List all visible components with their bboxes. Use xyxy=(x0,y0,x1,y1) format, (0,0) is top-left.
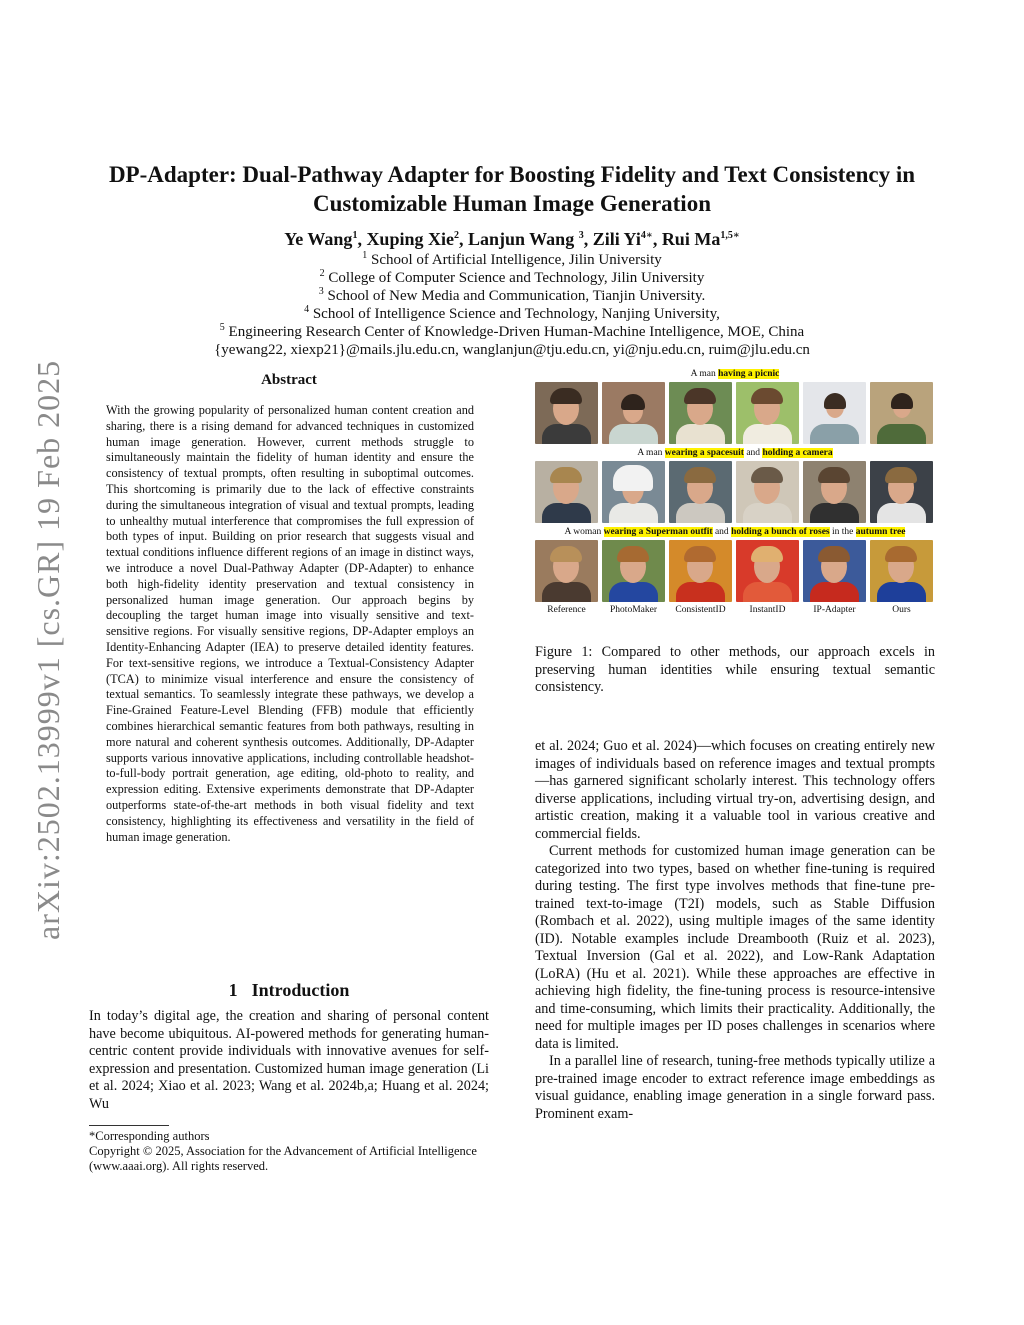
prompt-highlight: wearing a spacesuit xyxy=(664,448,744,458)
affiliation-text: Engineering Research Center of Knowledge-Driven Human-Machine Intelligence, MOE, China xyxy=(228,324,805,340)
figure-1 xyxy=(535,368,935,615)
prompt-text: A man xyxy=(690,369,719,379)
prompt-highlight: holding a bunch of roses xyxy=(731,527,830,537)
prompt-highlight: holding a camera xyxy=(762,448,833,458)
consistentid-photo xyxy=(669,540,732,602)
paragraph: Current methods for customized human image generation can be categorized into two types, based on whether fine-tuning is required during testing. The first type involves methods that fine-tune pre-trained text-to-image (T2I) models, such as Stable Diffusion (Rombach et al. 2022), using multiple images of the same identity (ID). Notable examples include Dreambooth (Ruiz et al. 2023), Textual Inversion (Gal et al. 2022), and Low-Rank Adaptation (LoRA) (Hu et al. 2021). While these approaches are effective in achieving high fidelity, the fine-tuning process is resource-intensive and time-consuming, which limits their practicality. Additionally, the need for multiple images per ID poses challenges in scenarios where data is limited. xyxy=(535,843,935,1052)
photomaker-photo xyxy=(602,540,665,602)
prompt-text: and xyxy=(743,448,763,458)
instantid-photo xyxy=(736,461,799,523)
consistentid-photo xyxy=(669,461,732,523)
affiliation-mark: 4 xyxy=(304,304,310,315)
image-row xyxy=(535,461,935,523)
author-mark: 4∗ xyxy=(640,230,653,241)
abstract-heading: Abstract xyxy=(261,372,317,388)
instantid-photo xyxy=(736,382,799,444)
ours-photo xyxy=(870,540,933,602)
method-label: Ours xyxy=(892,605,911,615)
author-mark: 1 xyxy=(352,230,358,241)
affiliation-text: College of Computer Science and Technology, Jilin University xyxy=(328,270,705,286)
affiliation-text: School of New Media and Communication, Tianjin University. xyxy=(327,288,706,304)
abstract-body: With the growing popularity of personalized human content creation and sharing, there is a rising demand for advanced techniques in customized human image generation. However, current methods struggle to simultaneously maintain the fidelity of human identity and ensure the consistency of textual prompts, often resulting in suboptimal outcomes. This shortcoming is primarily due to the lack of effective constraints during the simultaneous integration of visual and textual prompts, leading to unhealthy mutual interference that compromises the full expression of both types of input. Building on prior research that suggests visual and textual conditions influence different regions of an image in distinct ways, we introduce a novel Dual-Pathway Adapter (DP-Adapter) to enhance both high-fidelity identity preservation and textual consistency in personalized human image generation. Our approach begins by decoupling the target human image into visually sensitive and text-sensitive regions. For visually sensitive regions, DP-Adapter employs an Identity-Enhancing Adapter (IEA) to preserve detailed identity features. For text-sensitive regions, we introduce a Textual-Consistency Adapter (TCA) to minimize visual interference and ensure the consistency of textual semantics. To seamlessly integrate these pathways, we develop a Fine-Grained Feature-Level Blending (FFB) module that efficiently combines hierarchical semantic features from both pathways, resulting in more natural and coherent synthesis outcomes. Additionally, DP-Adapter supports various innovative applications, including controllable headshot-to-full-body portrait generation, age editing, old-photo to reality, and expression editing. Extensive experiments demonstrate that DP-Adapter outperforms state-of-the-art methods in both visual fidelity and text consistency, highlighting its effectiveness and versatility in the field of human image generation. xyxy=(106,403,474,844)
image-row xyxy=(535,382,935,444)
author-emails[interactable]: {yewang22, xiexp21}@mails.jlu.edu.cn, wanglanjun@tju.edu.cn, yi@nju.edu.cn, ruim@jlu.edu.cn xyxy=(214,342,810,358)
introduction-paragraph: In today’s digital age, the creation and sharing of personal content have become ubiquitous. AI-powered methods for generating human-centric content provide individuals with innovative avenues for self-expression and presentation. Customized human image generation (Li et al. 2024; Xiao et al. 2023; Wang et al. 2024b,a; Huang et al. 2024; Wu xyxy=(89,1008,489,1112)
figure-prompt xyxy=(535,447,935,459)
ours-photo xyxy=(870,382,933,444)
prompt-text: and xyxy=(712,527,732,537)
author-mark: 2 xyxy=(453,230,459,241)
author-name: Zili Yi xyxy=(592,229,641,249)
prompt-highlight: autumn tree xyxy=(855,527,906,537)
author-list: Ye Wang$^1$, Xuping Xie$^2$, Lanjun Wang $^3$, Zili $Yi^{4∗}$, Rui $Ma^{1,5∗}$ xyxy=(284,229,740,249)
image-row xyxy=(535,540,935,602)
affiliation-text: School of Artificial Intelligence, Jilin University xyxy=(370,252,662,268)
photomaker-photo xyxy=(602,461,665,523)
affiliation-mark: 1 xyxy=(362,250,368,261)
affiliation-line xyxy=(70,269,954,287)
arxiv-identifier: arXiv:2502.13999v1 [cs.GR] 19 Feb 2025 xyxy=(30,359,66,940)
reference-photo xyxy=(535,540,598,602)
method-label: IP-Adapter xyxy=(813,605,856,615)
title-line-2: Customizable Human Image Generation xyxy=(312,191,711,216)
footnote xyxy=(89,1129,489,1174)
affiliations xyxy=(70,251,954,359)
prompt-text: A man xyxy=(637,448,665,458)
figure-caption: Figure 1: Compared to other methods, our approach excels in preserving human identities while ensuring textual semantic consistency. xyxy=(535,644,935,695)
ipadapter-photo xyxy=(803,382,866,444)
affiliation-line xyxy=(70,323,954,341)
affiliation-mark: 2 xyxy=(319,268,325,279)
prompt-text: in the xyxy=(829,527,856,537)
affiliation-line xyxy=(70,251,954,269)
author-name: Lanjun Wang xyxy=(467,229,575,249)
affiliation-mark: 3 xyxy=(318,286,324,297)
method-label: PhotoMaker xyxy=(610,605,657,615)
ours-photo xyxy=(870,461,933,523)
paragraph: et al. 2024; Guo et al. 2024)—which focuses on creating entirely new images of individuals based on reference images and textual prompts—has garnered significant scholarly interest. This technology offers diverse applications, including virtual try-on, advertising design, and artistic creation, making it a valuable tool in various creative and commercial fields. xyxy=(535,738,935,842)
figure-prompt xyxy=(535,526,935,538)
affiliation-line xyxy=(70,287,954,305)
footnote-copyright: Copyright © 2025, Association for the Advancement of Artificial Intelligence (www.aaai.org). All rights reserved. xyxy=(89,1144,477,1173)
ipadapter-photo xyxy=(803,540,866,602)
figure-prompt xyxy=(535,368,935,380)
author-mark: 1,5∗ xyxy=(720,230,740,241)
footnote-corresponding: *Corresponding authors xyxy=(89,1129,210,1143)
prompt-highlight: having a picnic xyxy=(718,369,780,379)
photomaker-photo xyxy=(602,382,665,444)
footnote-rule xyxy=(89,1125,169,1126)
reference-photo xyxy=(535,382,598,444)
title-line-1: DP-Adapter: Dual-Pathway Adapter for Boosting Fidelity and Text Consistency in xyxy=(108,162,916,187)
paragraph: In a parallel line of research, tuning-free methods typically utilize a pre-trained image encoder to extract reference image embeddings as visual guidance, enabling image generation in a single forward pass. Prominent exam- xyxy=(535,1053,935,1122)
affiliation-line xyxy=(70,305,954,323)
section-number: 1 xyxy=(228,980,238,1000)
prompt-text: A woman xyxy=(564,527,604,537)
reference-photo xyxy=(535,461,598,523)
prompt-highlight: wearing a Superman outfit xyxy=(603,527,713,537)
method-label: ConsistentID xyxy=(675,605,726,615)
right-column-text xyxy=(535,738,935,1123)
section-title: Introduction xyxy=(251,980,350,1000)
instantid-photo xyxy=(736,540,799,602)
author-name: Rui Ma xyxy=(661,229,721,249)
author-mark: 3 xyxy=(578,230,584,241)
method-label: InstantID xyxy=(749,605,786,615)
ipadapter-photo xyxy=(803,461,866,523)
section-heading-introduction xyxy=(89,980,489,1001)
method-labels xyxy=(535,605,935,615)
affiliation-text: School of Intelligence Science and Technology, Nanjing University, xyxy=(312,306,720,322)
author-name: Xuping Xie xyxy=(366,229,454,249)
paper-title xyxy=(70,160,954,218)
consistentid-photo xyxy=(669,382,732,444)
author-name: Ye Wang xyxy=(284,229,353,249)
method-label: Reference xyxy=(547,605,586,615)
affiliation-mark: 5 xyxy=(219,322,225,333)
